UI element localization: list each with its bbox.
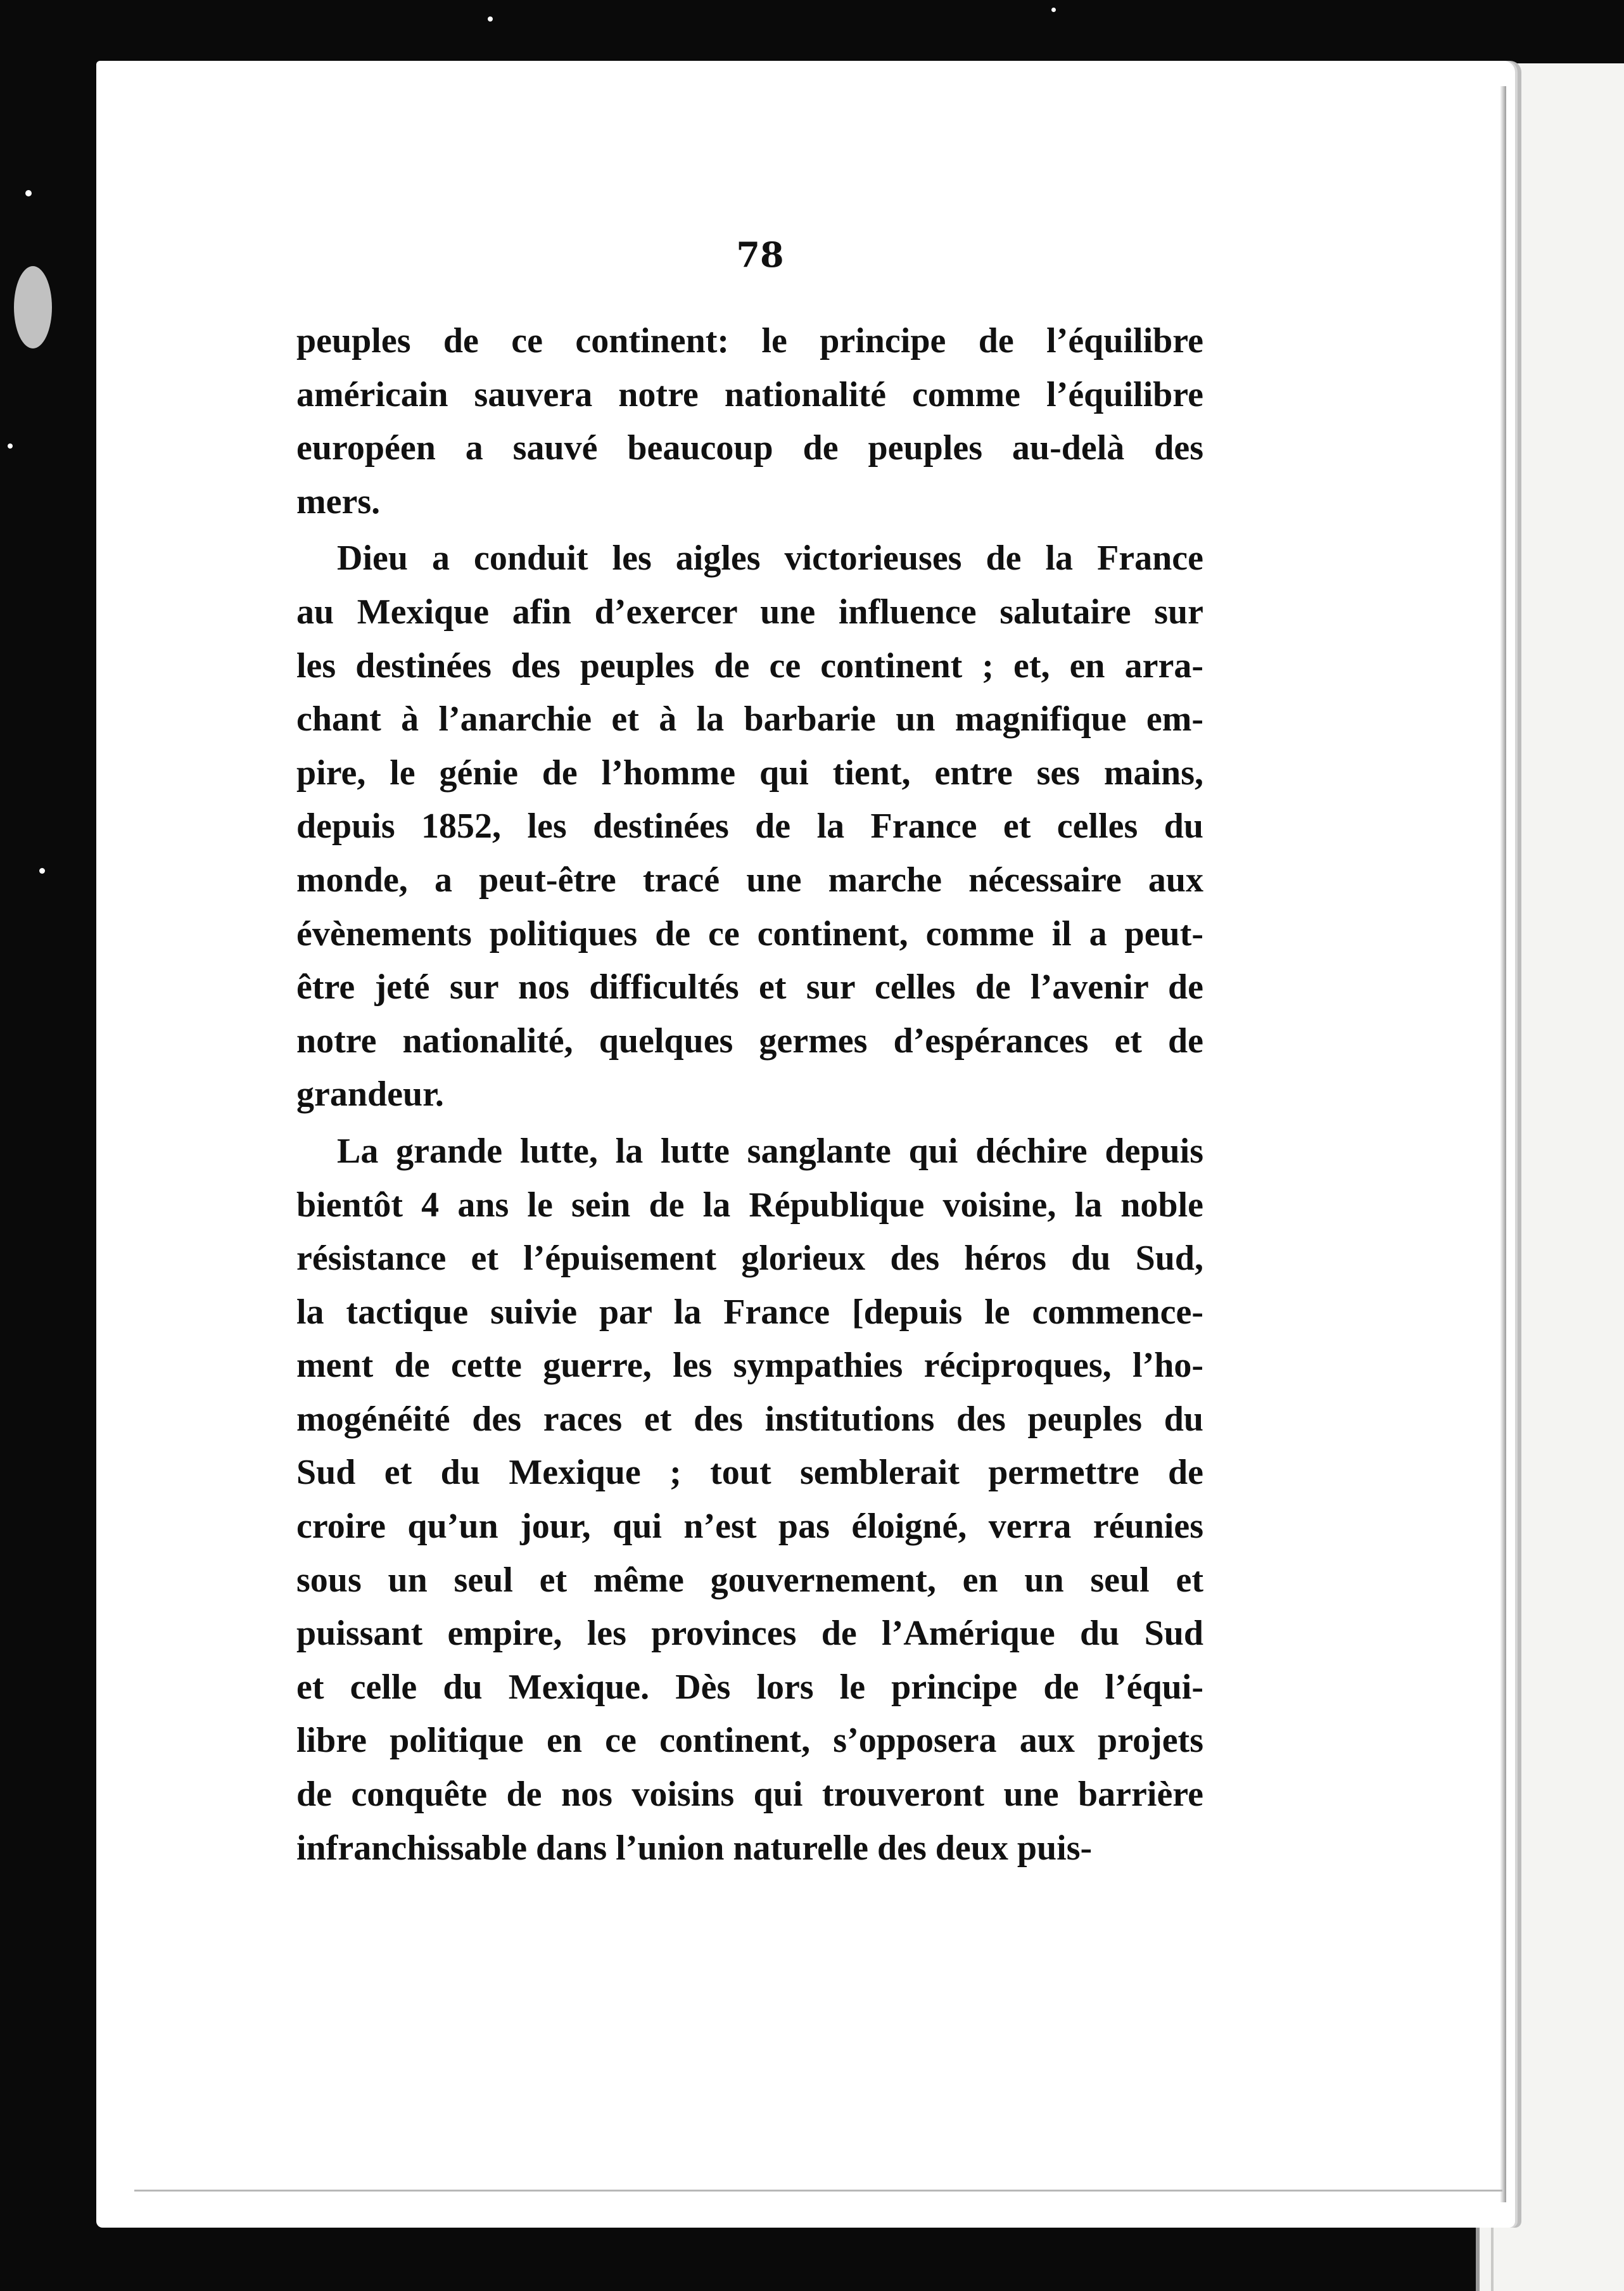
text-line: au Mexique afin d’exercer une influence salutaire sur [296, 592, 1203, 632]
text-line: infranchissable dans l’union naturelle des deux puis- [296, 1828, 1093, 1868]
paragraph [296, 314, 1203, 528]
text-line: puissant empire, les provinces de l’Amérique du Sud [296, 1614, 1203, 1654]
text-line: grandeur. [296, 1075, 444, 1114]
text-line: La grande lutte, la lutte sanglante qui déchire depuis [337, 1131, 1203, 1171]
text-line: depuis 1852, les destinées de la France et celles du [296, 807, 1203, 846]
text-line: croire qu’un jour, qui n’est pas éloigné, verra réunies [296, 1507, 1203, 1547]
text-line: évènements politiques de ce continent, comme il a peut- [296, 914, 1203, 954]
page-right-edge [1500, 86, 1506, 2202]
text-line: ment de cette guerre, les sympathies réciproques, l’ho- [296, 1346, 1203, 1386]
text-line: et celle du Mexique. Dès lors le principe de l’équi- [296, 1667, 1203, 1707]
text-line: monde, a peut-être tracé une marche nécessaire aux [296, 860, 1203, 900]
text-line: peuples de ce continent: le principe de l’équilibre [296, 321, 1203, 361]
text-line: de conquête de nos voisins qui trouveront une barrière [296, 1775, 1203, 1815]
text-line: mers. [296, 482, 381, 521]
text-line: résistance et l’épuisement glorieux des héros du Sud, [296, 1239, 1203, 1279]
paragraph [296, 532, 1203, 1121]
text-line: notre nationalité, quelques germes d’espérances et de [296, 1021, 1203, 1061]
text-line: mogénéité des races et des institutions des peuples du [296, 1399, 1203, 1439]
text-line: bientôt 4 ans le sein de la République voisine, la noble [296, 1185, 1203, 1225]
text-line: sous un seul et même gouvernement, en un seul et [296, 1560, 1203, 1600]
scan-speck [8, 444, 13, 449]
text-line: américain sauvera notre nationalité comme l’équilibre [296, 374, 1203, 414]
text-line: être jeté sur nos difficultés et sur celles de l’avenir de [296, 967, 1203, 1007]
scan-speck [25, 190, 32, 196]
text-line: européen a sauvé beaucoup de peuples au-delà des [296, 428, 1203, 468]
scan-speck [1051, 8, 1056, 12]
paragraph [296, 1125, 1203, 1875]
body-text [296, 314, 1203, 1878]
scan-speck [39, 868, 45, 874]
text-line: les destinées des peuples de ce continent ; et, en arra- [296, 646, 1203, 686]
text-line: chant à l’anarchie et à la barbarie un magnifique em- [296, 699, 1203, 739]
text-line: la tactique suivie par la France [depuis le commence- [296, 1292, 1203, 1332]
text-line: Dieu a conduit les aigles victorieuses de la France [337, 539, 1203, 578]
text-line: pire, le génie de l’homme qui tient, entre ses mains, [296, 753, 1203, 793]
scan-speck [488, 16, 493, 22]
scan-speck [14, 266, 52, 348]
page-bottom-edge [134, 2190, 1502, 2211]
page-number: 78 [736, 234, 784, 275]
text-line: Sud et du Mexique ; tout semblerait permettre de [296, 1453, 1203, 1493]
text-line: libre politique en ce continent, s’opposera aux projets [296, 1721, 1203, 1761]
